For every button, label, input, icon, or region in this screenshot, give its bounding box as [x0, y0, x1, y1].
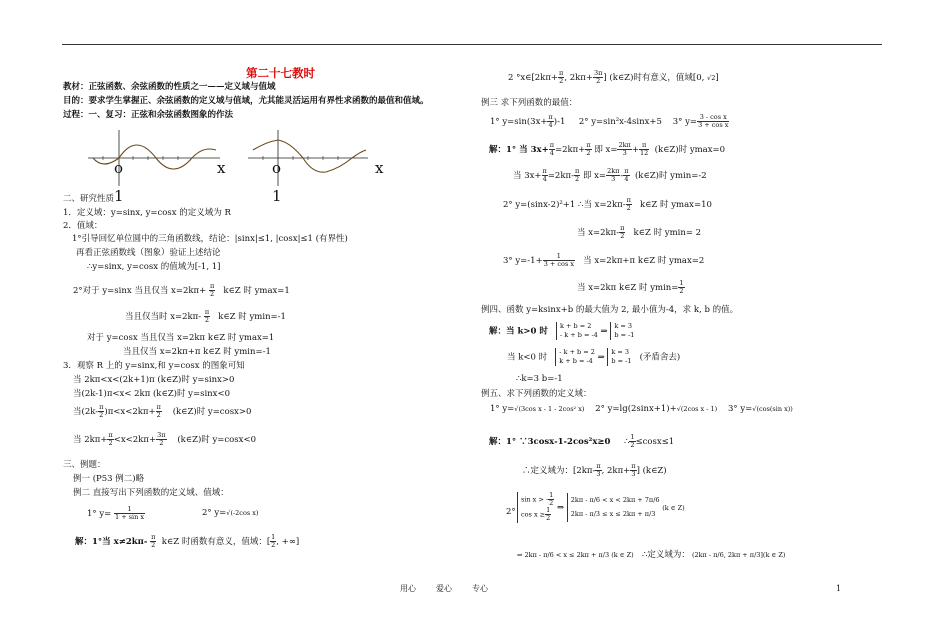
- example-3-sol2-min: 当 x=2kπ- $\frac{\pi}{2}$ k∈Z 时 ymin= 2: [577, 224, 702, 241]
- header-rule: [62, 44, 882, 45]
- example-5: 例五、求下列函数的定义域：: [481, 389, 592, 399]
- page-number: 1: [836, 584, 842, 593]
- example-3: 例三 求下列函数的最值：: [481, 98, 578, 108]
- sin-negative: 当(2k-1)π<x< 2kπ (k∈Z)时 y=sinx<0: [73, 389, 230, 399]
- cos-negative: 当 2kπ+ $\frac{\pi}{2}$ <x<2kπ+ $\frac{3\pi}{2}$ (k∈Z)时 y=cosx<0: [73, 431, 256, 448]
- example-3-sol3-max: 3° y=-1+ $\frac{1}{\text{3 + cos x}}$ 当 x=2kπ+π k∈Z 时 ymax=2: [503, 252, 705, 269]
- sine-graph-o: o: [114, 159, 124, 177]
- cos-min-line: 当且仅当 x=2kπ+π k∈Z 时 ymin=-1: [123, 347, 271, 357]
- cosine-graph-o: o: [272, 159, 282, 177]
- example-3-sol2-max: 2° y=(sinx-2)²+1 ∴当 x=2kπ- $\frac{\pi}{2}$ k∈Z 时 ymax=10: [503, 196, 712, 213]
- cos-positive: 当(2k- $\frac{\pi}{2}$ )π<x<2kπ+ $\frac{\pi}{2}$ (k∈Z)时 y=cosx>0: [73, 403, 252, 420]
- bounded-line: 1°引导回忆单位圆中的三角函数线，结论：|sinx|≤1, |cosx|≤1 (有界性): [72, 234, 348, 244]
- cosine-graph: [248, 128, 378, 188]
- intro-process: 过程：一、复习：正弦和余弦函数图象的作法: [63, 110, 234, 120]
- sine-max-line: 2°对于 y=sinx 当且仅当 x=2kπ+ $\frac{\pi}{2}$ k∈Z 时 ymax=1: [73, 282, 290, 299]
- page-title: 第二十七教时: [246, 66, 315, 80]
- example-3-sol3-min: 当 x=2kπ k∈Z 时 ymin= $\frac{1}{2}$: [577, 279, 684, 296]
- footer-text-2: 爱心: [436, 584, 452, 593]
- cos-max-line: 对于 y=cosx 当且仅当 x=2kπ k∈Z 时 ymax=1: [87, 333, 275, 343]
- example-3-sol1-max: 解：1° 当 3x+ $\frac{\pi}{4}$ =2kπ+ $\frac{\pi}{2}$ 即 x= $\frac{2k\pi}{3}$ + $\frac{\pi}{12}$ (k∈Z)时 ymax=0: [489, 141, 726, 158]
- example-3-funcs: 1° y=sin(3x+ $\frac{\pi}{4}$ )-1 2° y=sin²x-4sinx+5 3° y= $\frac{\text{3 - cos x}}{\text{3 + cos x}}$: [490, 113, 729, 130]
- intro-goal: 目的：要求学生掌握正、余弦函数的定义域与值域，尤其能灵活运用有界性求函数的最值和值域。: [63, 96, 429, 106]
- verify-line: 再看正弦函数线（图象）验证上述结论: [76, 248, 221, 258]
- range-result: ∴y=sinx, y=cosx 的值域为[-1, 1]: [87, 262, 221, 272]
- sine-graph: [88, 128, 228, 188]
- example-2-solution: 解：1°当 x≠2kπ- $\frac{\pi}{2}$ k∈Z 时函数有意义，值域：[ $\frac{1}{2}$ , +∞]: [75, 533, 300, 550]
- example-4-result: ∴k=3 b=-1: [516, 374, 563, 384]
- example-4-k-positive: 解：当 k>0 时 k + b = 2 - k + b = -4 ⇒ k = 3 b = -1: [489, 322, 635, 340]
- example-1: 例一 (P53 例二)略: [73, 474, 145, 484]
- example-3-sol1-min: 当 3x+ $\frac{\pi}{4}$ =2kπ- $\frac{\pi}{2}$ 即 x= $\frac{2k\pi}{3}$ - $\frac{\pi}{4}$ (k∈Z)时 ymin=-2: [513, 167, 707, 184]
- domain-line: 1．定义域：y=sinx, y=cosx 的定义域为 R: [63, 208, 231, 218]
- cosine-graph-one: 1: [272, 187, 282, 205]
- observe-line: 3．观察 R 上的 y=sinx,和 y=cosx 的图象可知: [63, 361, 245, 371]
- range-heading: 2．值域：: [63, 221, 103, 231]
- section-examples: 三、例题：: [63, 460, 106, 470]
- example-2-func-1: 1° y= $\frac{1}{\text{1 + sin x}}$: [87, 505, 145, 522]
- section-properties: 二、研究性质: [63, 194, 115, 204]
- sine-min-line: 当且仅当时 x=2kπ- $\frac{\pi}{2}$ k∈Z 时 ymin=-1: [125, 308, 286, 325]
- footer-text-3: 专心: [472, 584, 488, 593]
- footer-text-1: 用心: [400, 584, 416, 593]
- sine-graph-one: 1: [114, 187, 124, 205]
- example-2: 例二 直接写出下列函数的定义域、值域：: [73, 488, 229, 498]
- sine-graph-x: x: [217, 159, 226, 177]
- example-5-sol2-final: ⇒ 2kπ - π/6 < x ≤ 2kπ + π/3 (k ∈ Z) ∴定义域为： (2kπ - π/6, 2kπ + π/3](k ∈ Z): [517, 550, 786, 560]
- sin-positive: 当 2kπ<x<(2k+1)π (k∈Z)时 y=sinx>0: [73, 375, 235, 385]
- intro-material: 教材：正弦函数、余弦函数的性质之一——定义域与值域: [63, 82, 276, 92]
- example-5-sol1: 解：1° ∵3cosx-1-2cos²x≥0 ∴ $\frac{1}{2}$ ≤cosx≤1: [489, 433, 675, 450]
- example-2-part2: 2 °x∈[2kπ+ $\frac{\pi}{2}$ , 2kπ+ $\frac{3\pi}{2}$ ] (k∈Z)时有意义，值域[0, √2]: [508, 69, 719, 86]
- cosine-graph-x: x: [375, 159, 384, 177]
- example-5-sol2-label: 2°: [506, 507, 516, 517]
- example-4: 例四、函数 y=ksinx+b 的最大值为 2, 最小值为-4，求 k, b 的值。: [481, 305, 739, 315]
- example-2-func-2: 2° y=√(-2cos x): [202, 508, 259, 518]
- example-5-funcs: 1° y=√(3cos x - 1 - 2cos² x) 2° y=lg(2sinx+1)+√(2cos x - 1) 3° y=√(cos(sin x)): [490, 404, 793, 414]
- example-5-sol1-domain: ∴定义域为：[2kπ- $\frac{\pi}{3}$ , 2kπ+ $\frac{\pi}{3}$ ] (k∈Z): [522, 462, 667, 479]
- example-5-sol2-system: sin x > - $\frac{1}{2}$ cos x ≥ $\frac{1}{2}$ ⇒ 2kπ - π/6 < x < 2kπ + 7π/6 2kπ - π/3 ≤ x ≤ 2kπ + π/3 (k ∈ Z): [517, 492, 685, 523]
- frac-pi-2: $\frac{\pi}{2}$: [209, 282, 215, 299]
- example-4-k-negative: 当 k<0 时 - k + b = 2 k + b = -4 ⇒ k = 3 b = -1 (矛盾舍去): [507, 348, 681, 366]
